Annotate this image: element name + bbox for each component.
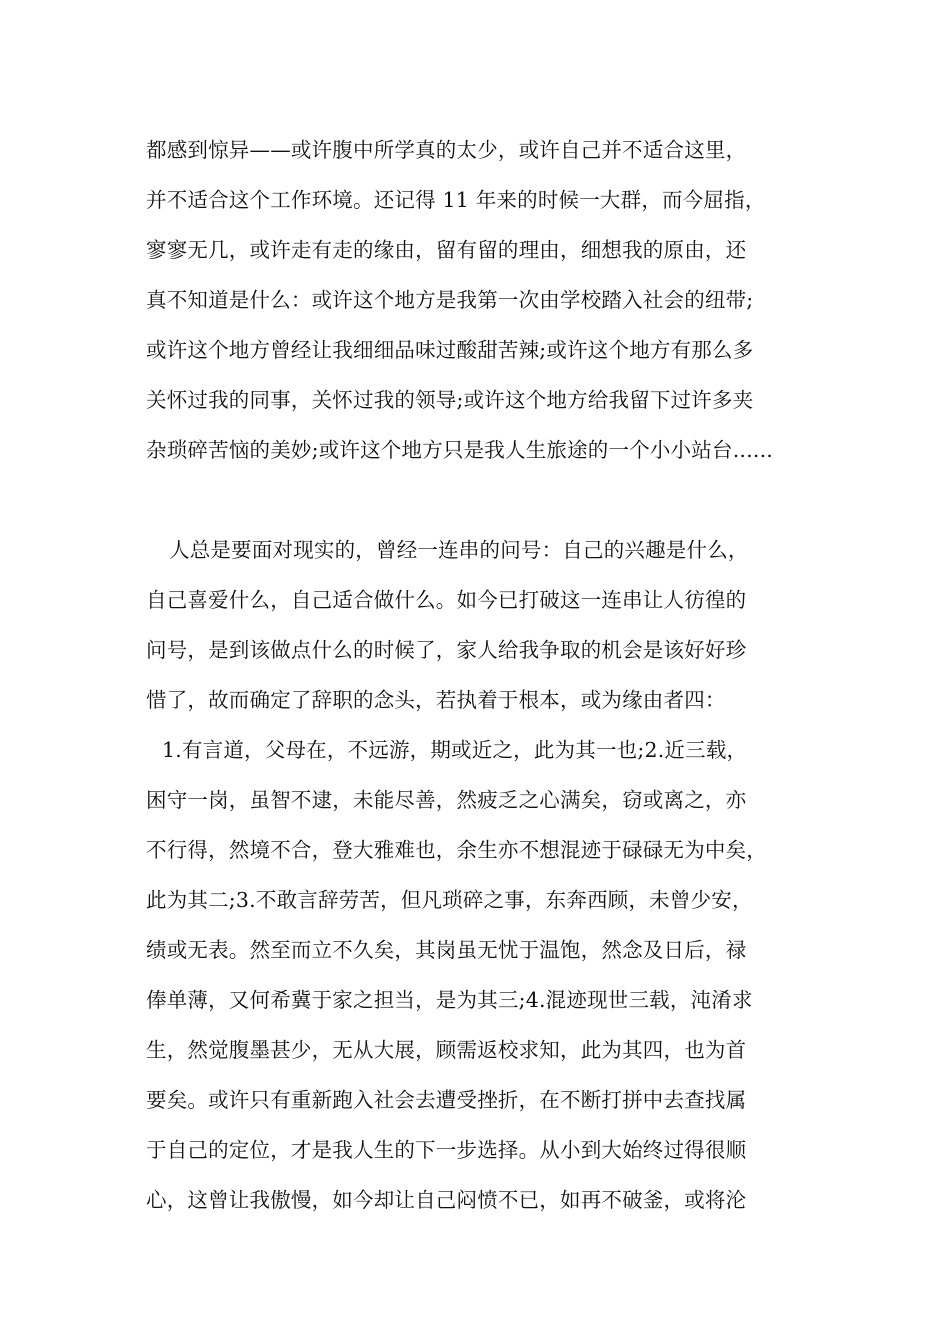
- text-line: 自己喜爱什么，自己适合做什么。如今已打破这一连串让人彷徨的: [146, 588, 747, 612]
- text-line: 惜了，故而确定了辞职的念头，若执着于根本，或为缘由者四：: [146, 688, 726, 712]
- text-line: 并不适合这个工作环境。还记得 11 年来的时候一大群，而今屈指，: [146, 188, 766, 212]
- text-line: 不行得，然境不合，登大雅难也，余生亦不想混迹于碌碌无为中矣，: [146, 838, 767, 862]
- text-line: 困守一岗，虽智不逮，未能尽善，然疲乏之心满矣，窃或离之，亦: [146, 788, 747, 812]
- text-line: 于自己的定位，才是我人生的下一步选择。从小到大始终过得很顺: [146, 1138, 747, 1162]
- text-line: 此为其二;3.不敢言辞劳苦，但凡琐碎之事，东奔西顾，未曾少安，: [146, 888, 753, 912]
- text-line: 都感到惊异——或许腹中所学真的太少，或许自己并不适合这里，: [146, 138, 747, 162]
- text-line: 1.有言道，父母在，不远游，期或近之，此为其一也;2.近三载，: [162, 738, 748, 762]
- text-line: 要矣。或许只有重新跑入社会去遭受挫折，在不断打拼中去查找属: [146, 1088, 747, 1112]
- text-line: 心，这曾让我傲慢，如今却让自己闷愤不已，如再不破釜，或将沦: [146, 1188, 747, 1212]
- text-line: 问号，是到该做点什么的时候了，家人给我争取的机会是该好好珍: [146, 638, 747, 662]
- text-line: 俸单薄，又何希冀于家之担当，是为其三;4.混迹现世三载，沌淆求: [146, 988, 753, 1012]
- text-line: 人总是要面对现实的，曾经一连串的问号：自己的兴趣是什么，: [169, 538, 749, 562]
- text-line: 或许这个地方曾经让我细细品味过酸甜苦辣;或许这个地方有那么多: [146, 338, 754, 362]
- text-line: 关怀过我的同事，关怀过我的领导;或许这个地方给我留下过许多夹: [146, 388, 754, 412]
- text-line: 生，然觉腹墨甚少，无从大展，顾需返校求知，此为其四，也为首: [146, 1038, 747, 1062]
- text-line: 杂琐碎苦恼的美妙;或许这个地方只是我人生旅途的一个小小站台......: [146, 438, 774, 462]
- text-line: 寥寥无几，或许走有走的缘由，留有留的理由，细想我的原由，还: [146, 238, 747, 262]
- text-line: 绩或无表。然至而立不久矣，其岗虽无忧于温饱，然念及日后，禄: [146, 938, 747, 962]
- text-line: 真不知道是什么：或许这个地方是我第一次由学校踏入社会的纽带;: [146, 288, 754, 312]
